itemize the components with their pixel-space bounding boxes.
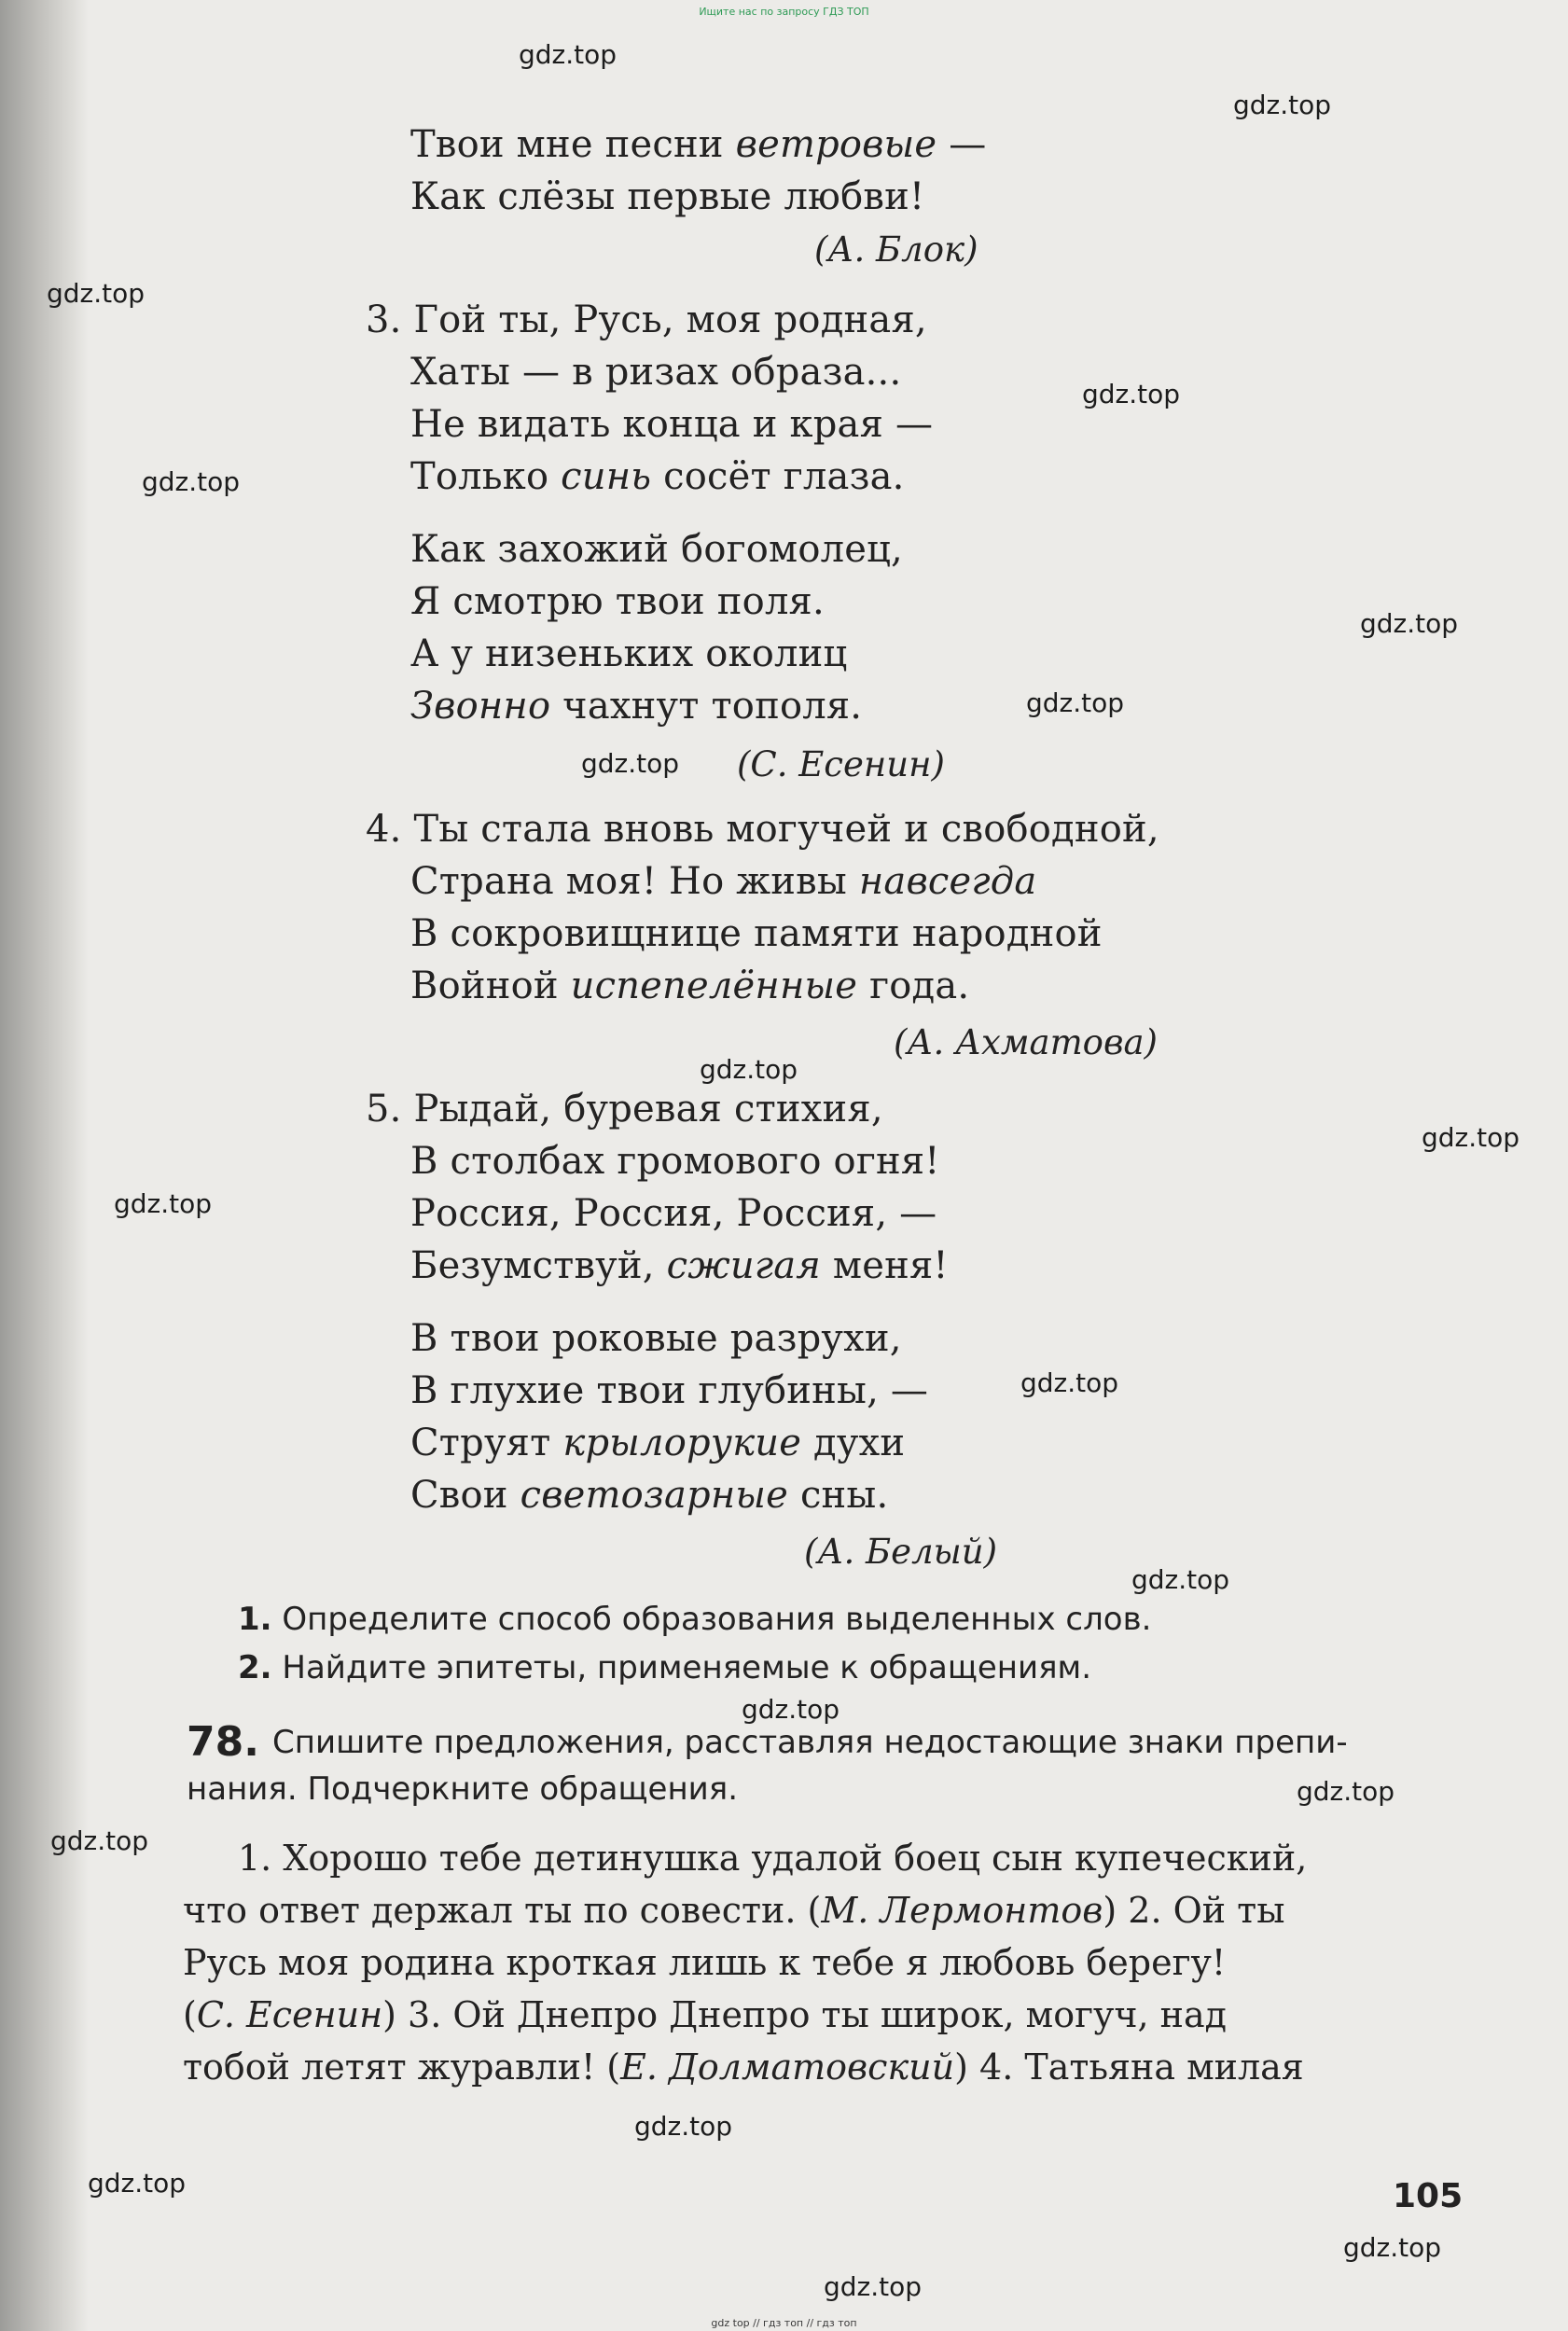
poem5-line8: Свои светозарные сны. (410, 1474, 889, 1517)
poem5-line7: Струят крылорукие духи (410, 1422, 906, 1464)
exercise-text-line2: что ответ держал ты по совести. (М. Лермонтов) 2. Ой ты (183, 1890, 1285, 1931)
exercise-text-line3: Русь моя родина кроткая лишь к тебе я любовь берегу! (183, 1942, 1227, 1983)
watermark: gdz.top (742, 1694, 840, 1725)
poem5-line1: 5. Рыдай, буревая стихия, (366, 1088, 883, 1131)
exercise-task-line2: нания. Подчеркните обращения. (187, 1770, 739, 1808)
poem5-author: (А. Белый) (804, 1532, 998, 1572)
poem1-line2: Как слёзы первые любви! (410, 175, 925, 218)
poem3-line1: 3. Гой ты, Русь, моя родная, (366, 298, 927, 341)
poem5-line4: Безумствуй, сжигая меня! (410, 1244, 949, 1287)
book-spine-shadow (0, 0, 89, 2331)
poem4-line2: Страна моя! Но живы навсегда (410, 860, 1037, 903)
watermark: gdz.top (1360, 608, 1459, 639)
exercise-text-line1: 1. Хорошо тебе детинушка удалой боец сын купеческий, (238, 1838, 1308, 1879)
poem4-author: (А. Ахматова) (894, 1022, 1158, 1062)
watermark: gdz.top (114, 1188, 213, 1219)
poem1-line1: Твои мне песни ветровые — (410, 123, 987, 166)
exercise-number: 78. (187, 1718, 259, 1766)
question-2: 2. Найдите эпитеты, применяемые к обращениям. (238, 1649, 1091, 1686)
watermark: gdz.top (47, 278, 146, 309)
poem3-line4: Только синь сосёт глаза. (410, 455, 905, 498)
exercise-task-line1: Спишите предложения, расставляя недостающие знаки препи- (272, 1724, 1348, 1761)
poem5-line3: Россия, Россия, Россия, — (410, 1192, 937, 1235)
poem3-line7: А у низеньких околиц (410, 632, 848, 675)
poem3-line3: Не видать конца и края — (410, 403, 934, 446)
watermark: gdz.top (1082, 379, 1181, 409)
watermark: gdz.top (1233, 90, 1332, 120)
poem3-author: (С. Есенин) (737, 744, 945, 784)
watermark: gdz.top (50, 1825, 149, 1856)
poem5-line5: В твои роковые разрухи, (410, 1317, 902, 1360)
question-1: 1. Определите способ образования выделенных слов. (238, 1601, 1152, 1638)
poem4-line1: 4. Ты стала вновь могучей и свободной, (366, 808, 1159, 851)
poem4-line3: В сокровищнице памяти народной (410, 912, 1103, 955)
watermark: gdz.top (142, 466, 241, 497)
watermark: gdz.top (1297, 1776, 1395, 1807)
poem3-line8: Звонно чахнут тополя. (410, 685, 863, 728)
exercise-text-line4: (С. Есенин) 3. Ой Днепро Днепро ты широк, могуч, над (183, 1994, 1228, 2035)
watermark: gdz.top (700, 1054, 798, 1085)
watermark: gdz.top (1131, 1564, 1230, 1595)
poem1-author: (А. Блок) (814, 229, 978, 270)
poem3-line5: Как захожий богомолец, (410, 528, 903, 571)
watermark: gdz.top (88, 2168, 187, 2199)
watermark: gdz.top (634, 2111, 733, 2142)
watermark: gdz.top (824, 2271, 923, 2302)
exercise-text-line5: тобой летят журавли! (Е. Долматовский) 4. Татьяна милая (183, 2047, 1304, 2088)
watermark: gdz.top (581, 748, 680, 779)
watermark: gdz.top (1343, 2232, 1442, 2263)
header-note: Ищите нас по запросу ГДЗ ТОП (699, 6, 869, 18)
watermark: gdz.top (1020, 1367, 1119, 1398)
poem4-line4: Войной испепелённые года. (410, 964, 970, 1007)
poem3-line2: Хаты — в ризах образа... (410, 351, 902, 394)
poem5-line6: В глухие твои глубины, — (410, 1369, 929, 1412)
page-number: 105 (1393, 2177, 1464, 2215)
watermark: gdz.top (1026, 687, 1125, 718)
watermark: gdz.top (519, 39, 617, 70)
watermark: gdz.top (1422, 1122, 1520, 1153)
poem5-line2: В столбах громового огня! (410, 1140, 940, 1183)
poem3-line6: Я смотрю твои поля. (410, 580, 825, 623)
footer-note: gdz top // гдз топ // гдз топ (711, 2317, 857, 2329)
